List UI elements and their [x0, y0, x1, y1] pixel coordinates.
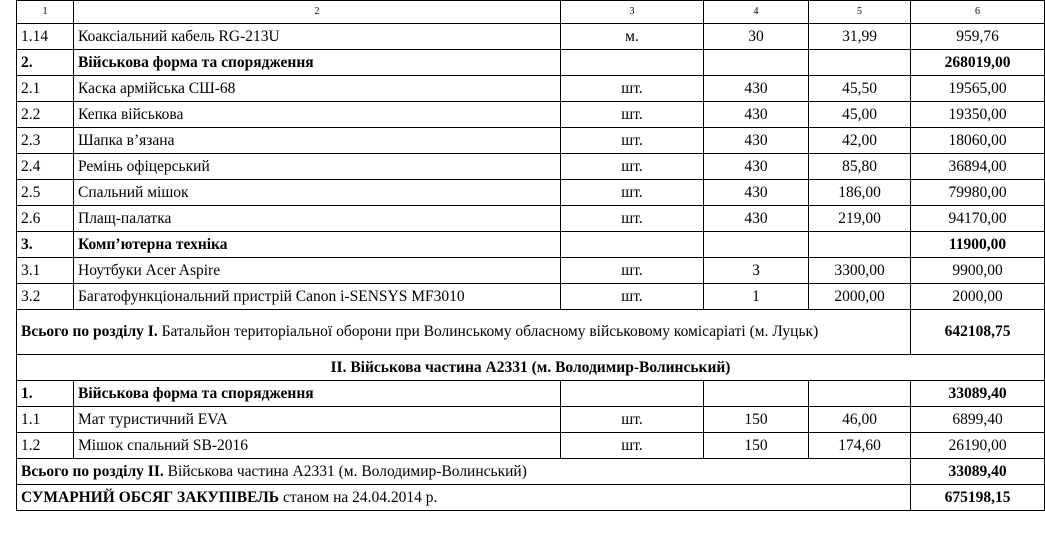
group-name: Комп’ютерна техніка: [74, 232, 561, 258]
item-price: 42,00: [809, 128, 911, 154]
item-name: Ремінь офіцерський: [74, 154, 561, 180]
item-name: Мішок спальний SB-2016: [74, 433, 561, 459]
table-row: [17, 206, 1045, 232]
total-sum: 33089,40: [911, 459, 1045, 485]
table-row: [17, 76, 1045, 102]
item-price: 186,00: [809, 180, 911, 206]
item-unit: шт.: [561, 102, 704, 128]
column-number-row: [17, 1, 1045, 24]
item-unit: шт.: [561, 128, 704, 154]
item-quantity: 430: [704, 76, 809, 102]
item-unit: шт.: [561, 407, 704, 433]
item-price: 45,50: [809, 76, 911, 102]
group-number: 3.: [17, 232, 74, 258]
item-unit: шт.: [561, 206, 704, 232]
item-number: 3.2: [17, 284, 74, 310]
item-price: 85,80: [809, 154, 911, 180]
item-price: 31,99: [809, 24, 911, 50]
table-row: [17, 433, 1045, 459]
item-price: 46,00: [809, 407, 911, 433]
group-sum: 33089,40: [911, 381, 1045, 407]
item-unit: шт.: [561, 433, 704, 459]
item-sum: 18060,00: [911, 128, 1045, 154]
item-quantity: 430: [704, 180, 809, 206]
column-number: 3: [561, 1, 704, 24]
item-quantity: 430: [704, 206, 809, 232]
item-number: 1.1: [17, 407, 74, 433]
item-price: 174,60: [809, 433, 911, 459]
item-number: 1.2: [17, 433, 74, 459]
item-sum: 19565,00: [911, 76, 1045, 102]
group-quantity: [704, 50, 809, 76]
item-quantity: 1: [704, 284, 809, 310]
group-row: [17, 232, 1045, 258]
item-sum: 9900,00: [911, 258, 1045, 284]
table-row: [17, 180, 1045, 206]
item-unit: шт.: [561, 154, 704, 180]
item-number: 2.6: [17, 206, 74, 232]
item-number: 2.2: [17, 102, 74, 128]
group-sum: 11900,00: [911, 232, 1045, 258]
item-price: 45,00: [809, 102, 911, 128]
total-label-bold: Всього по розділу ІІ.: [21, 462, 164, 480]
group-number: 1.: [17, 381, 74, 407]
item-sum: 36894,00: [911, 154, 1045, 180]
item-unit: шт.: [561, 258, 704, 284]
total-sum: 642108,75: [911, 310, 1045, 355]
table-row: [17, 154, 1045, 180]
column-number: 5: [809, 1, 911, 24]
item-unit: шт.: [561, 180, 704, 206]
group-unit: [561, 232, 704, 258]
item-quantity: 430: [704, 154, 809, 180]
group-quantity: [704, 232, 809, 258]
item-unit: шт.: [561, 76, 704, 102]
item-sum: 2000,00: [911, 284, 1045, 310]
item-quantity: 30: [704, 24, 809, 50]
item-sum: 6899,40: [911, 407, 1045, 433]
item-name: Каска армійська СШ-68: [74, 76, 561, 102]
item-number: 2.5: [17, 180, 74, 206]
total-label-text: Батальйон територіальної оборони при Волинському обласному військовому комісаріаті (м. Луцьк): [157, 323, 819, 340]
item-sum: 959,76: [911, 24, 1045, 50]
group-name: Військова форма та спорядження: [74, 381, 561, 407]
item-quantity: 150: [704, 433, 809, 459]
item-sum: 79980,00: [911, 180, 1045, 206]
item-price: 3300,00: [809, 258, 911, 284]
total-label: [17, 459, 911, 485]
table-row: [17, 407, 1045, 433]
item-unit: шт.: [561, 284, 704, 310]
item-number: 2.4: [17, 154, 74, 180]
item-name: Шапка в’язана: [74, 128, 561, 154]
group-row: [17, 50, 1045, 76]
item-number: 3.1: [17, 258, 74, 284]
item-number: 2.1: [17, 76, 74, 102]
table-row: [17, 284, 1045, 310]
item-sum: 19350,00: [911, 102, 1045, 128]
total-label-bold: СУМАРНИЙ ОБСЯГ ЗАКУПІВЕЛЬ: [21, 488, 280, 506]
item-price: 2000,00: [809, 284, 911, 310]
section-title: ІІ. Військова частина А2331 (м. Володимир-Волинський): [17, 355, 1045, 381]
item-name: Кепка військова: [74, 102, 561, 128]
group-price: [809, 232, 911, 258]
item-number: 1.14: [17, 24, 74, 50]
column-number: 1: [17, 1, 74, 24]
item-number: 2.3: [17, 128, 74, 154]
total-label-bold: Всього по розділу І.: [21, 323, 158, 340]
group-unit: [561, 381, 704, 407]
group-price: [809, 381, 911, 407]
column-number: 2: [74, 1, 561, 24]
column-number: 6: [911, 1, 1045, 24]
table-row: [17, 24, 1045, 50]
item-quantity: 150: [704, 407, 809, 433]
total-label-text: Військова частина А2331 (м. Володимир-Волинський): [163, 462, 527, 480]
table-row: [17, 102, 1045, 128]
total-label: [17, 485, 911, 511]
item-name: Спальний мішок: [74, 180, 561, 206]
group-quantity: [704, 381, 809, 407]
group-row: [17, 381, 1045, 407]
group-sum: 268019,00: [911, 50, 1045, 76]
item-sum: 94170,00: [911, 206, 1045, 232]
item-quantity: 430: [704, 102, 809, 128]
item-name: Мат туристичний EVA: [74, 407, 561, 433]
procurement-table: [16, 0, 1045, 511]
total-label: [17, 310, 911, 355]
total-row: [17, 485, 1045, 511]
item-price: 219,00: [809, 206, 911, 232]
item-name: Коаксіальний кабель RG-213U: [74, 24, 561, 50]
column-number: 4: [704, 1, 809, 24]
section-header-row: [17, 355, 1045, 381]
item-name: Багатофункціональний пристрій Canon i-SENSYS MF3010: [74, 284, 561, 310]
total-label-text: станом на 24.04.2014 р.: [279, 488, 438, 506]
total-row: [17, 459, 1045, 485]
item-sum: 26190,00: [911, 433, 1045, 459]
group-number: 2.: [17, 50, 74, 76]
item-name: Ноутбуки Acer Aspire: [74, 258, 561, 284]
group-unit: [561, 50, 704, 76]
table-row: [17, 128, 1045, 154]
group-name: Військова форма та спорядження: [74, 50, 561, 76]
table-row: [17, 258, 1045, 284]
total-sum: 675198,15: [911, 485, 1045, 511]
item-quantity: 430: [704, 128, 809, 154]
item-unit: м.: [561, 24, 704, 50]
group-price: [809, 50, 911, 76]
item-quantity: 3: [704, 258, 809, 284]
item-name: Плащ-палатка: [74, 206, 561, 232]
total-row: [17, 310, 1045, 355]
